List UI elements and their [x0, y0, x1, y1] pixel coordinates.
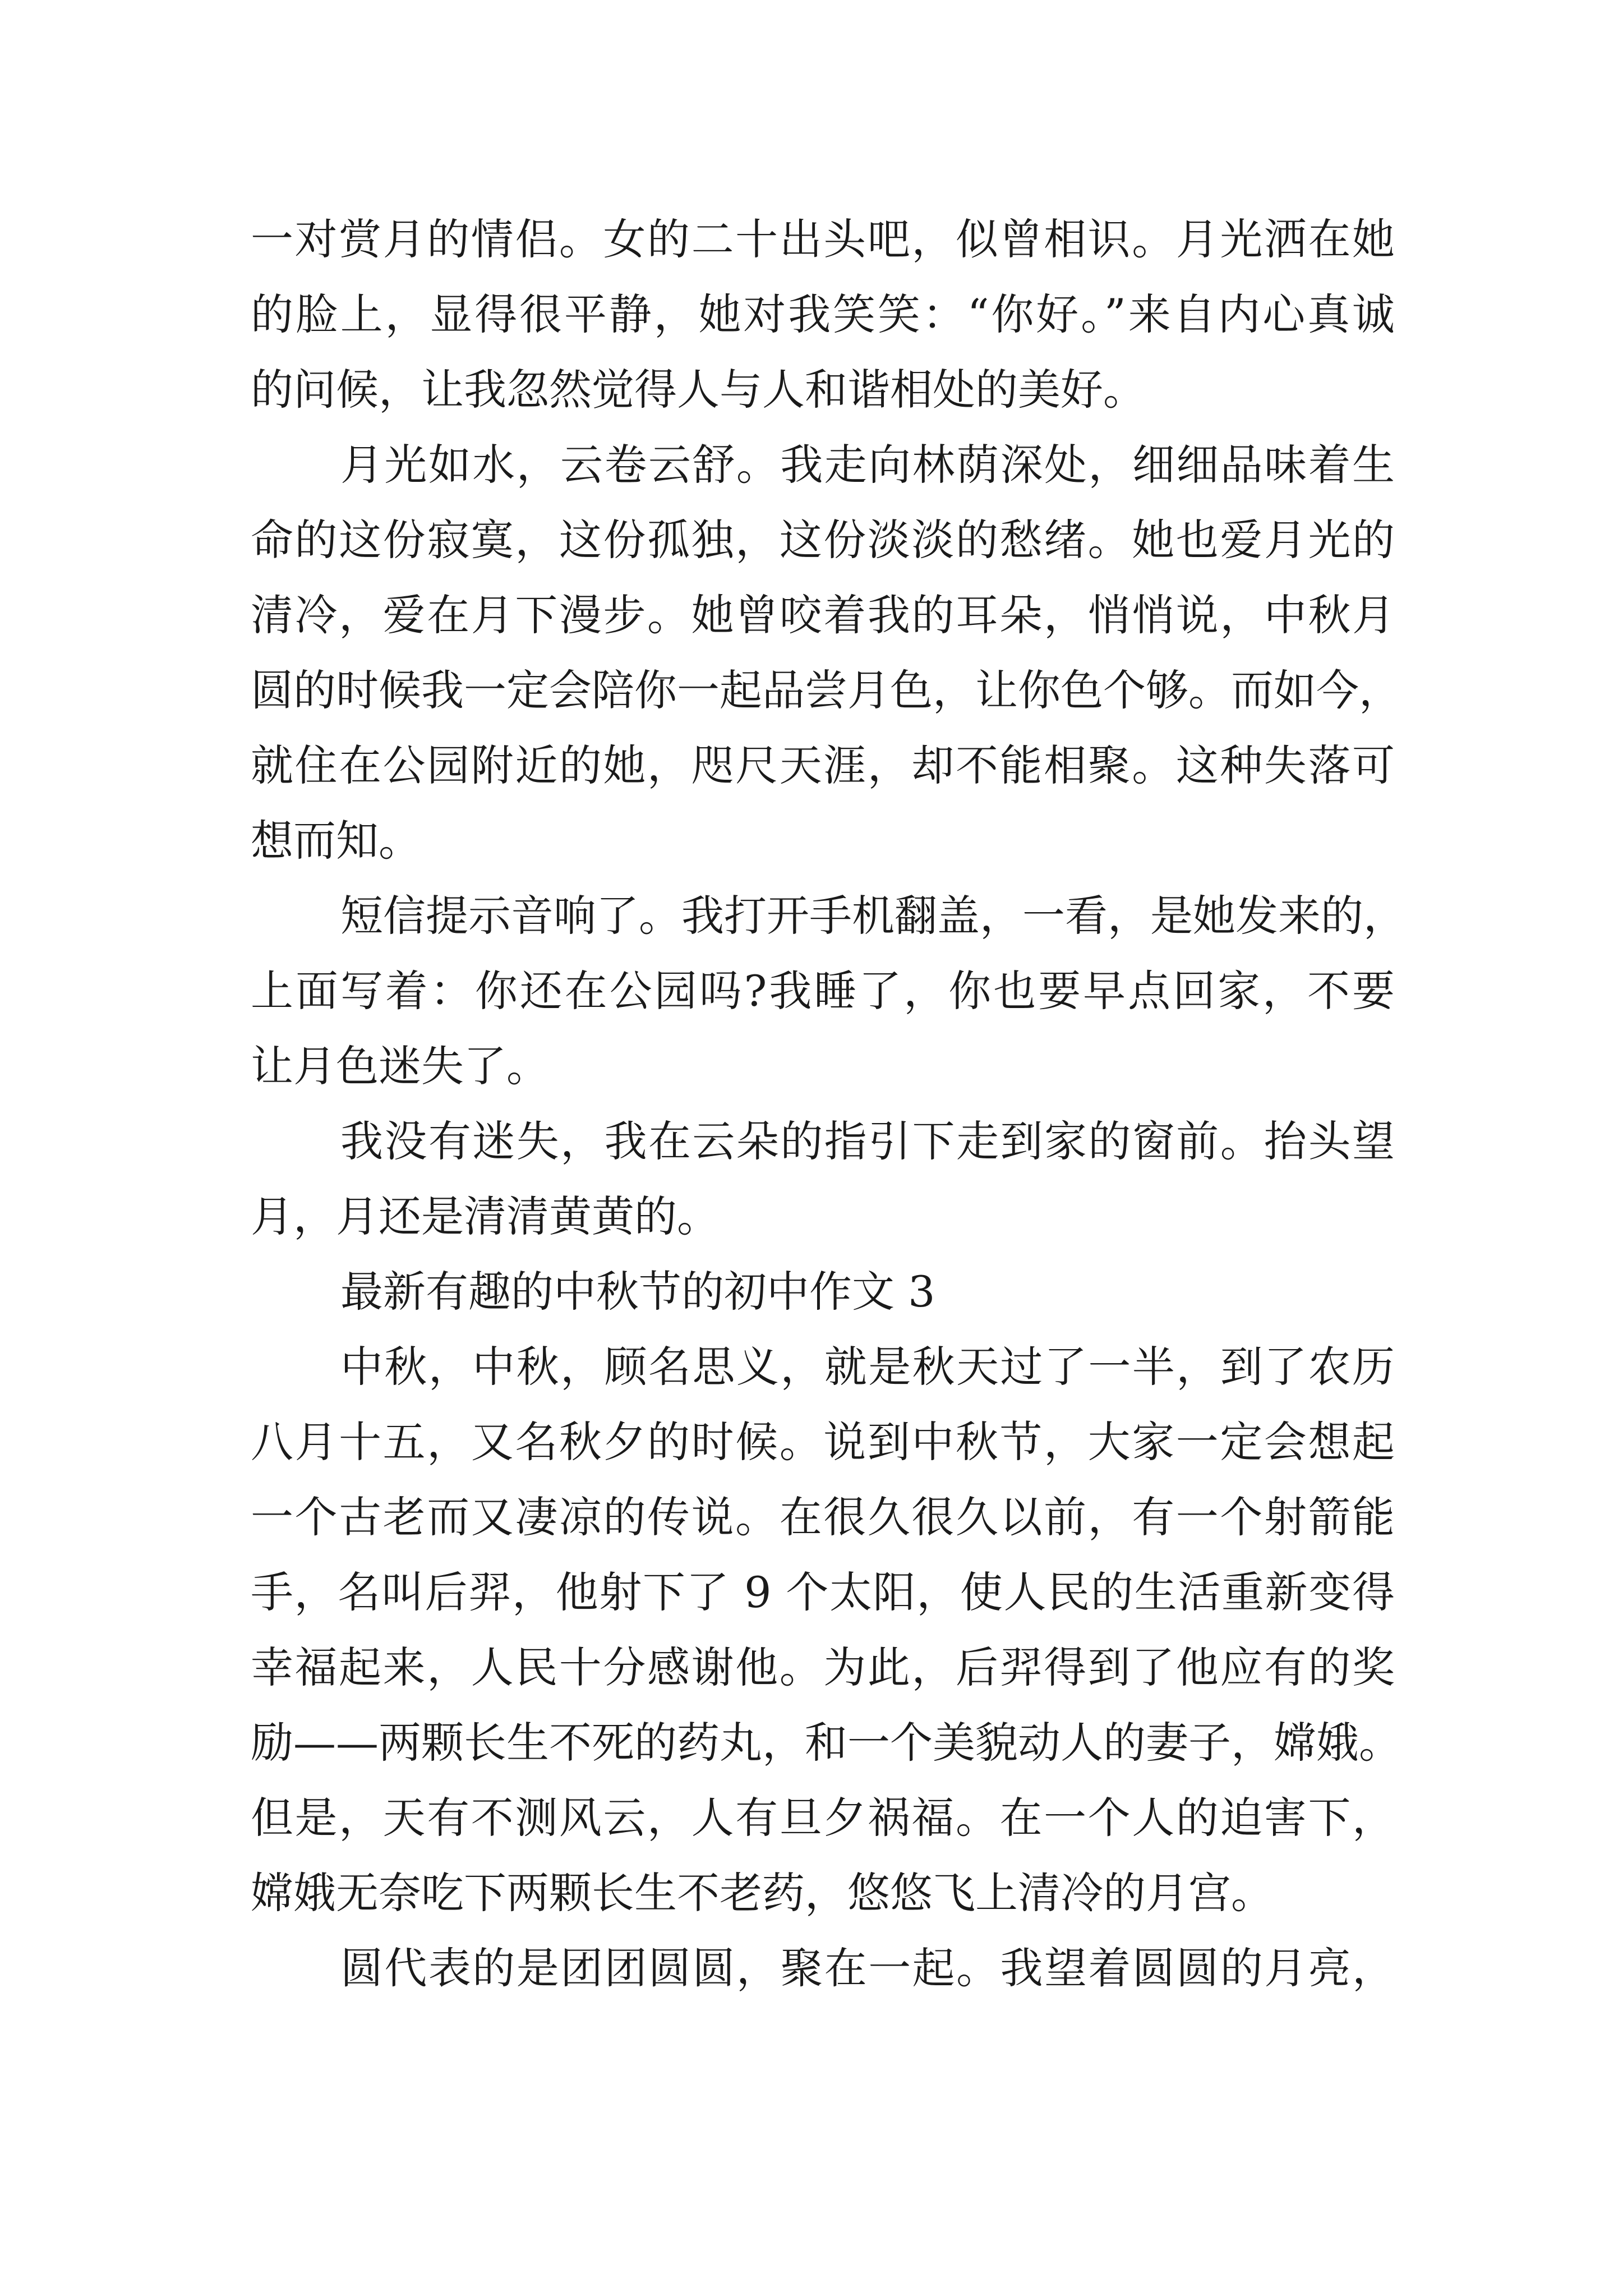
- paragraph-start-line: 我没有迷失，我在云朵的指引下走到家的窗前。抬头望: [340, 1116, 1395, 1166]
- text-line: 的问候，让我忽然觉得人与人和谐相处的美好。: [251, 365, 1146, 415]
- text-line: 幸福起来，人民十分感谢他。为此，后羿得到了他应有的奖: [251, 1642, 1395, 1692]
- text-line: 嫦娥无奈吃下两颗长生不老药，悠悠飞上清冷的月宫。: [251, 1868, 1274, 1918]
- text-line: 的脸上，显得很平静，她对我笑笑：“你好。”来自内心真诚: [251, 289, 1395, 339]
- text-line: 月，月还是清清黄黄的。: [251, 1191, 720, 1241]
- text-line: 清冷，爱在月下漫步。她曾咬着我的耳朵，悄悄说，中秋月: [251, 590, 1395, 640]
- text-line: 想而知。: [251, 816, 421, 866]
- paragraph-start-line: 中秋，中秋，顾名思义，就是秋天过了一半，到了农历: [340, 1342, 1395, 1392]
- text-line: 让月色迷失了。: [251, 1041, 549, 1091]
- text-line: 但是，天有不测风云，人有旦夕祸福。在一个人的迫害下，: [251, 1793, 1395, 1843]
- text-line: 就住在公园附近的她，咫尺天涯，却不能相聚。这种失落可: [251, 740, 1395, 790]
- text-line: 八月十五，又名秋夕的时候。说到中秋节，大家一定会想起: [251, 1417, 1395, 1467]
- text-line: 手，名叫后羿，他射下了 9 个太阳，使人民的生活重新变得: [251, 1567, 1395, 1617]
- text-line: 上面写着：你还在公园吗?我睡了，你也要早点回家，不要: [251, 966, 1395, 1016]
- text-line: 命的这份寂寞，这份孤独，这份淡淡的愁绪。她也爱月光的: [251, 515, 1395, 565]
- text-line: 一个古老而又凄凉的传说。在很久很久以前，有一个射箭能: [251, 1492, 1395, 1542]
- text-line: 一对赏月的情侣。女的二十出头吧，似曾相识。月光洒在她: [251, 214, 1395, 264]
- text-line: 励——两颗长生不死的药丸，和一个美貌动人的妻子，嫦娥。: [251, 1718, 1401, 1768]
- section-heading: 最新有趣的中秋节的初中作文 3: [340, 1267, 935, 1317]
- paragraph-start-line: 短信提示音响了。我打开手机翻盖，一看，是她发来的，: [340, 891, 1406, 941]
- essay-body: [251, 202, 1406, 2006]
- paragraph-start-line: 圆代表的是团团圆圆，聚在一起。我望着圆圆的月亮，: [340, 1943, 1395, 1993]
- paragraph-start-line: 月光如水，云卷云舒。我走向林荫深处，细细品味着生: [340, 440, 1395, 490]
- text-line: 圆的时候我一定会陪你一起品尝月色，让你色个够。而如今，: [251, 665, 1401, 715]
